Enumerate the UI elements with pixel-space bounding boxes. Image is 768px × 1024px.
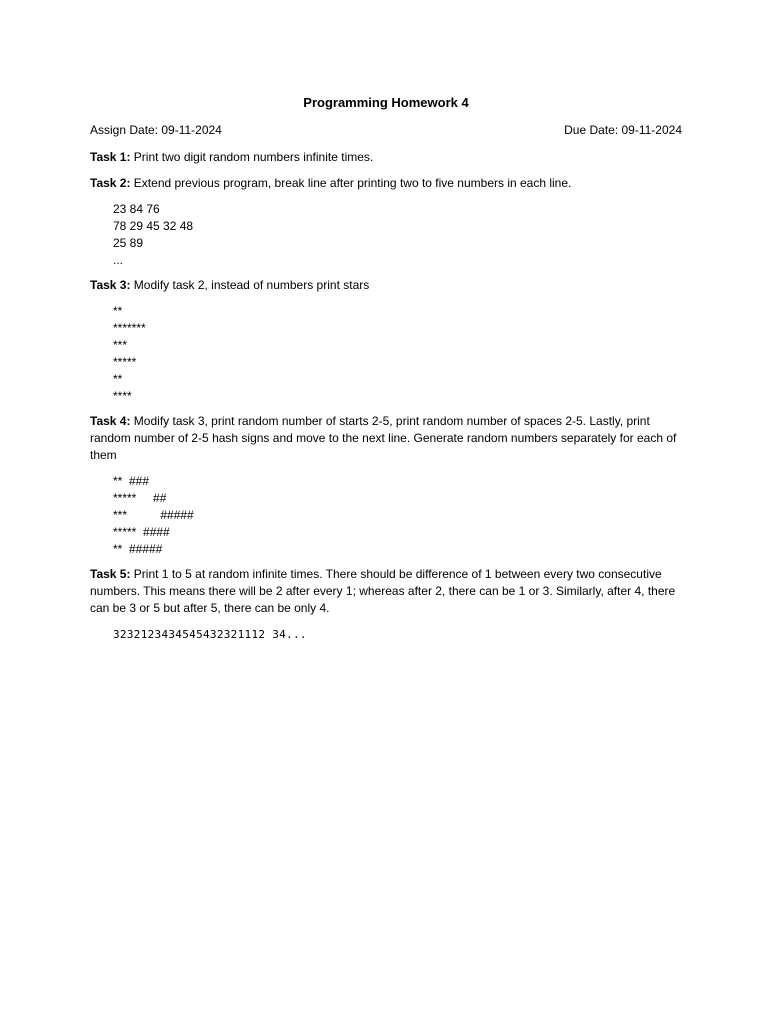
dates-row <box>90 123 682 137</box>
task-4-label: Task 4: <box>90 414 131 428</box>
due-date: Due Date: 09-11-2024 <box>564 123 682 137</box>
task-4-text: Modify task 3, print random number of starts 2-5, print random number of spaces 2-5. Lastly, print random number of 2-5 hash signs and move to the next line. Generate random numbers separately for each of them <box>90 414 677 462</box>
task-3-example-line: ***** <box>113 355 137 369</box>
task-5-example <box>113 626 682 643</box>
task-2-example-line: 23 84 76 <box>113 202 160 216</box>
task-4-example-line: ** ### <box>113 474 150 488</box>
task-2-example-line: 25 89 <box>113 236 144 250</box>
task-5-text: Print 1 to 5 at random infinite times. There should be difference of 1 between every two consecutive numbers. This means there will be 2 after every 1; whereas after 2, there can be 1 or 3. Similarly, after 4, there can be 3 or 5 but after 5, there can be only 4. <box>90 567 676 615</box>
task-4-example-line: ***** ## <box>113 491 167 505</box>
task-3-example-line: ******* <box>113 321 146 335</box>
page-title: Programming Homework 4 <box>303 95 469 110</box>
document-page <box>90 95 682 651</box>
task-4-example-line: ***** #### <box>113 525 170 539</box>
task-1-label: Task 1: <box>90 150 131 164</box>
task-2-text: Extend previous program, break line after printing two to five numbers in each line. <box>130 176 572 190</box>
task-2-example-line: 78 29 45 32 48 <box>113 219 194 233</box>
task-3-example-line: *** <box>113 338 128 352</box>
task-3-text: Modify task 2, instead of numbers print stars <box>130 278 370 292</box>
task-4-example-line: ** ##### <box>113 542 163 556</box>
task-1-text: Print two digit random numbers infinite times. <box>130 150 374 164</box>
task-4-example-line: *** ##### <box>113 508 194 522</box>
task-5-label: Task 5: <box>90 567 131 581</box>
task-1 <box>90 149 682 166</box>
task-3-example <box>113 303 682 405</box>
task-3-label: Task 3: <box>90 278 131 292</box>
task-3-example-line: ** <box>113 372 123 386</box>
task-2-label: Task 2: <box>90 176 131 190</box>
task-4 <box>90 413 682 464</box>
task-5 <box>90 566 682 617</box>
task-2-example <box>113 201 682 269</box>
task-2 <box>90 175 682 192</box>
task-2-example-line: ... <box>113 253 124 267</box>
task-5-example-line: 3232123434545432321112 34... <box>113 628 307 641</box>
task-3-example-line: **** <box>113 389 132 403</box>
task-3 <box>90 277 682 294</box>
task-3-example-line: ** <box>113 304 123 318</box>
assign-date: Assign Date: 09-11-2024 <box>90 123 222 137</box>
task-4-example <box>113 473 682 558</box>
